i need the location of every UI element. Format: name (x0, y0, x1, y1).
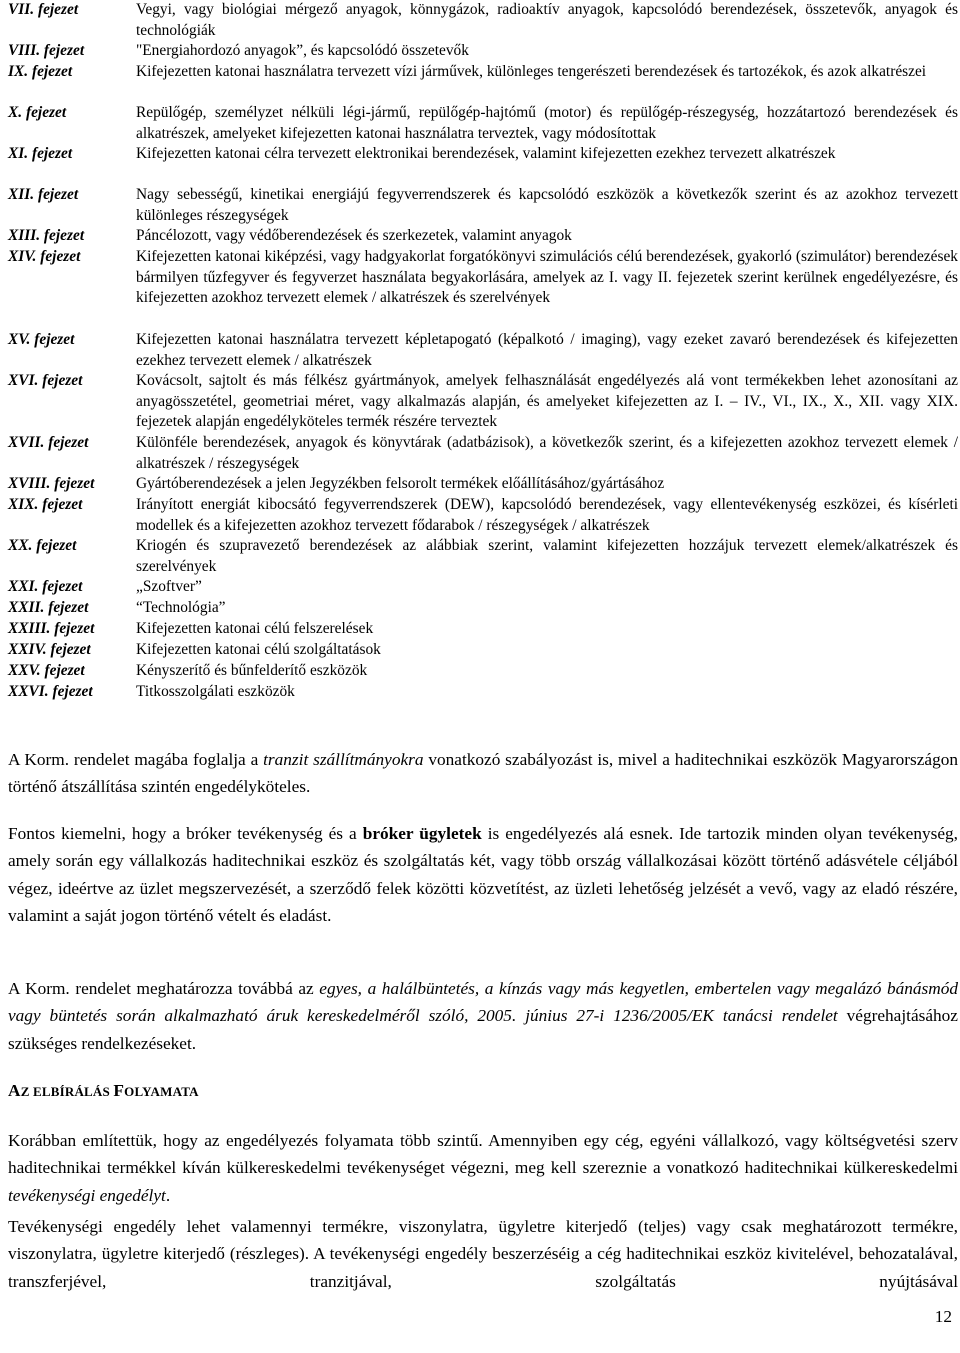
chapter-description: Kifejezetten katonai célú felszerelések (136, 620, 374, 637)
text-run: A Korm. rendelet magába foglalja a (8, 750, 264, 769)
chapter-row (8, 495, 958, 536)
chapter-description: Kifejezetten katonai kiképzési, vagy hadgyakorlat forgatókönyvi szimulációs célú berendezések, gyakorló (szimulátor) berendezések bármilyen tűzfegyver és fegyverzet használata begyakorlására, amelyek az I. vagy II. fejezetek szerint kerülnek engedélyezésre, és kifejezetten azokhoz tervezett elemek / alkatrészek és szerelvények (136, 248, 958, 307)
chapter-label: XXI. fejezet (8, 578, 83, 595)
chapter-row (8, 474, 958, 495)
chapter-row (8, 682, 958, 703)
chapter-label: XII. fejezet (8, 186, 79, 203)
chapter-description: Irányított energiát kibocsátó fegyverrendszerek (DEW), kapcsolódó berendezések, vagy ellentevékenység eszközei, és kísérleti modellek és a kifejezetten azokhoz tervezett fődarabok / részegységek / alkatrészek (136, 496, 958, 534)
emphasis-text: tevékenységi engedélyt (8, 1185, 166, 1205)
chapter-row (8, 62, 958, 83)
chapter-label: XX. fejezet (8, 537, 77, 554)
chapter-label: XIX. fejezet (8, 496, 83, 513)
bold-text: bróker ügyletek (362, 824, 482, 843)
chapter-row (8, 640, 958, 661)
text-run: is engedélyezés alá esnek. Ide tartozik minden olyan tevékenység, amely során egy vállalkozás haditechnikai eszköz és szolgáltatás két, vagy több ország vállalkozásai között történő adásvétele céljából végez, ideértve az üzlet megszervezését, a szerződő felek közötti közvetítést, az üzleti lehetőség jelzését a vevő, vagy az eladó részére, valamint a saját jogon történő vételt és eladást. (8, 824, 958, 926)
text-run: A Korm. rendelet meghatározza továbbá az (8, 979, 320, 998)
chapter-label: XI. fejezet (8, 145, 73, 162)
chapter-label: XIII. fejezet (8, 227, 85, 244)
paragraph-process (8, 1127, 958, 1209)
chapter-row (8, 226, 958, 247)
heading-smallcaps: Z ELBÍRÁLÁS (20, 1084, 114, 1099)
chapter-label: XIV. fejezet (8, 248, 81, 265)
text-run: Korábban említettük, hogy az engedélyezés folyamata több szintű. Amennyiben egy cég, egyéni vállalkozó, vagy költségvetési szerv haditechnikai termékkel kíván külkereskedelmi tevékenységet végezni, meg kell szereznie a vonatkozó haditechnikai külkereskedelmi (8, 1131, 958, 1178)
chapter-row (8, 185, 958, 226)
chapter-label: XXII. fejezet (8, 599, 89, 616)
chapter-row (8, 536, 958, 577)
chapter-row (8, 371, 958, 433)
chapter-row (8, 577, 958, 598)
chapter-description: Kifejezetten katonai használatra tervezett vízi járművek, különleges tengerészeti berendezések és tartozékok, és azok alkatrészei (136, 63, 927, 80)
text-run: vonatkozó szabályozást is, mivel a haditechnikai eszközök Magyarországon történő átszállítása szintén engedélyköteles. (8, 750, 958, 797)
text-run: végrehajtásához szükséges rendelkezéseket. (8, 1006, 958, 1053)
chapter-description: Különféle berendezések, anyagok és könyvtárak (adatbázisok), a következők szerint, és a kifejezetten azokhoz tervezett elemek / alkatrészek / részegységek (136, 434, 958, 472)
chapter-row (8, 619, 958, 640)
chapter-description: Páncélozott, vagy védőberendezések és szerkezetek, valamint anyagok (136, 227, 572, 244)
chapter-row (8, 103, 958, 144)
chapter-description: Kovácsolt, sajtolt és más félkész gyártmányok, amelyek felhasználását engedélyezés alá vont termékekben lehet azonosítani az anyagösszetétel, geometriai méret, vagy alkalmazás alapján, és amelyeket kifejezetten az I. – IV., VI., IX., X., XII. vagy XIX. fejezetek alapján engedélyköteles termék részére terveztek (136, 372, 958, 431)
chapter-row (8, 247, 958, 309)
chapter-label: VIII. fejezet (8, 42, 85, 59)
chapter-label: XXIV. fejezet (8, 641, 91, 658)
heading-cap: F (113, 1081, 125, 1100)
chapter-label: X. fejezet (8, 104, 67, 121)
chapter-label: XVI. fejezet (8, 372, 83, 389)
chapter-description: Kényszerítő és bűnfelderítő eszközök (136, 662, 368, 679)
chapter-row (8, 41, 958, 62)
chapter-label: VII. fejezet (8, 1, 79, 18)
chapter-description: Vegyi, vagy biológiai mérgező anyagok, könnygázok, radioaktív anyagok, kapcsolódó berendezések, összetevők, anyagok és technológiák (136, 1, 958, 39)
chapter-row (8, 0, 958, 41)
chapter-label: XXIII. fejezet (8, 620, 95, 637)
chapter-description: “Technológia” (136, 599, 226, 616)
chapter-description: Titkosszolgálati eszközök (136, 683, 295, 700)
chapter-description: „Szoftver” (136, 578, 202, 595)
emphasis-text: egyes, a halálbüntetés, a kínzás vagy más kegyetlen, embertelen vagy megalázó bánásmód vagy büntetés során alkalmazható áruk kereskedelméről szóló, 2005. június 27-i 1236/2005/EK tanácsi rendelet (8, 979, 959, 1026)
chapter-row (8, 330, 958, 371)
heading-smallcaps: OLYAMATA (124, 1084, 199, 1099)
paragraph-regulation (8, 975, 958, 1057)
section-heading (8, 1081, 199, 1101)
emphasis-text: tranzit szállítmányokra (263, 750, 424, 769)
chapter-row (8, 433, 958, 474)
chapter-description: Kifejezetten katonai használatra tervezett képletapogató (képalkotó / imaging), vagy ezeket zavaró berendezések és kifejezetten ezekhez tervezett elemek / alkatrészek (136, 331, 958, 369)
chapter-label: XVII. fejezet (8, 434, 89, 451)
text-run: . (165, 1185, 171, 1205)
chapter-description: Repülőgép, személyzet nélküli légi-jármű, repülőgép-hajtómű (motor) és repülőgép-részegység, hozzátartozó berendezések és alkatrészek, amelyeket kifejezetten katonai használatra terveztek, vagy módosítottak (136, 104, 958, 142)
chapter-label: XXVI. fejezet (8, 683, 93, 700)
chapter-description: Kifejezetten katonai célú szolgáltatások (136, 641, 381, 658)
page-number: 12 (934, 1307, 952, 1326)
chapter-description: Gyártóberendezések a jelen Jegyzékben felsorolt termékek előállításához/gyártásához (136, 475, 665, 492)
chapter-description: Kriogén és szupravezető berendezések az alábbiak szerint, valamint kifejezetten hozzájuk tervezett elemek/alkatrészek és szerelvények (136, 537, 958, 575)
chapter-row (8, 661, 958, 682)
chapter-row (8, 144, 958, 165)
chapter-label: XVIII. fejezet (8, 475, 95, 492)
chapter-label: XV. fejezet (8, 331, 75, 348)
heading-cap: A (8, 1081, 21, 1100)
paragraph-transit (8, 746, 958, 801)
chapter-row (8, 598, 958, 619)
paragraph-licence (8, 1213, 958, 1295)
chapter-description: Kifejezetten katonai célra tervezett elektronikai berendezések, valamint kifejezetten ezekhez tervezett alkatrészek (136, 145, 836, 162)
chapter-description: "Energiahordozó anyagok”, és kapcsolódó összetevők (136, 42, 469, 59)
text-run: Fontos kiemelni, hogy a bróker tevékenység és a (8, 824, 363, 843)
text-run: Tevékenységi engedély lehet valamennyi termékre, viszonylatra, ügyletre kiterjedő (teljes) vagy csak meghatározott termékre, viszonylatra, ügyletre kiterjedő (részleges). A tevékenységi engedély beszerzéséig a cég haditechnikai eszköz kivitelével, behozatalával, transzferjével, tranzitjával, szolgáltatás nyújtásával (8, 1217, 958, 1291)
paragraph-broker (8, 820, 958, 930)
chapter-label: IX. fejezet (8, 63, 73, 80)
chapter-label: XXV. fejezet (8, 662, 85, 679)
chapter-description: Nagy sebességű, kinetikai energiájú fegyverrendszerek és kapcsolódó eszközök a következők szerint és az azokhoz tervezett különleges részegységek (136, 186, 958, 224)
